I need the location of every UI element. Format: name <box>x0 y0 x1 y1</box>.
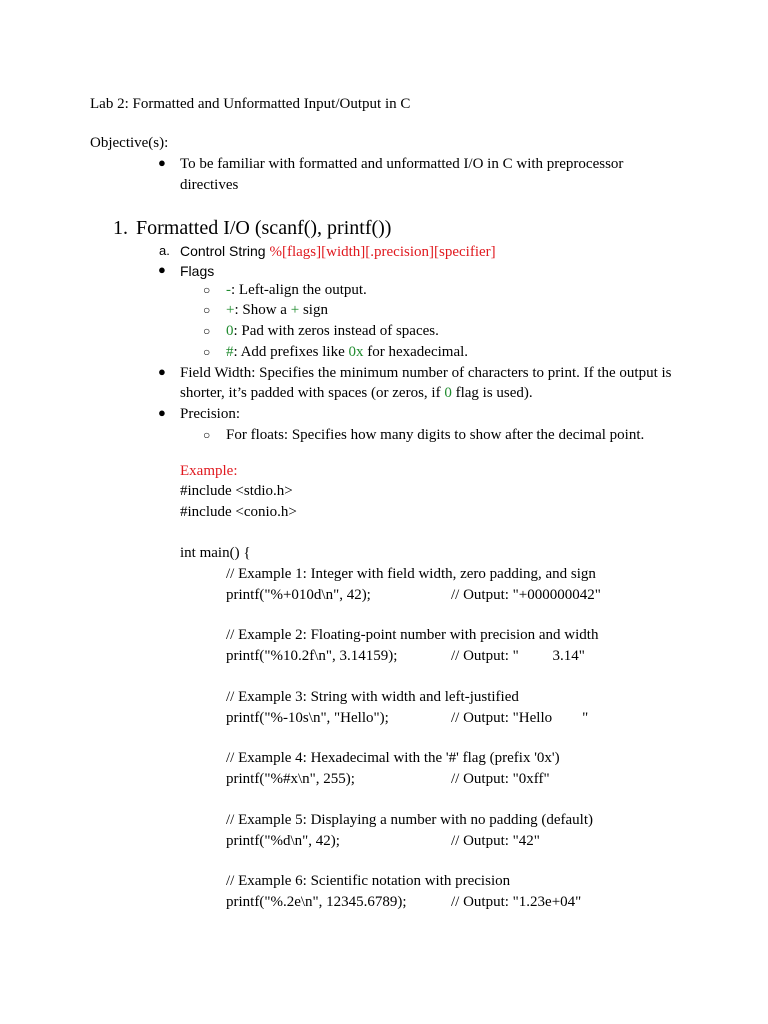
example-output: // Output: "0xff" <box>451 771 550 787</box>
control-string-label: Control String <box>180 243 270 259</box>
example-comment: // Example 1: Integer with field width, zero padding, and sign <box>226 566 596 582</box>
flag-item <box>226 321 439 341</box>
example-comment: // Example 6: Scientific notation with precision <box>226 873 511 889</box>
main-function-line: int main() { <box>180 545 251 561</box>
hollow-bullet-icon: ○ <box>203 345 211 359</box>
bullet-icon: ● <box>158 155 166 170</box>
include-line: #include <conio.h> <box>180 504 297 520</box>
example-output: // Output: "42" <box>451 833 540 849</box>
bullet-icon: ● <box>158 364 166 379</box>
example-code: printf("%+010d\n", 42); <box>226 587 371 603</box>
flag-text: : Add prefixes like <box>233 344 349 360</box>
flag-text: : Show a <box>234 302 291 318</box>
field-width-line1: Field Width: Specifies the minimum number of characters to print. If the output is <box>180 365 672 381</box>
precision-item: For floats: Specifies how many digits to show after the decimal point. <box>226 427 645 443</box>
example-code: printf("%10.2f\n", 3.14159); <box>226 648 398 664</box>
flag-text-end: sign <box>299 302 328 318</box>
example-label: Example: <box>180 463 238 479</box>
flag-item <box>226 342 468 362</box>
flag-text: : Pad with zeros instead of spaces. <box>233 323 439 339</box>
flag-highlight: 0x <box>348 344 364 360</box>
flags-label: Flags <box>180 263 215 279</box>
hollow-bullet-icon: ○ <box>203 303 211 317</box>
flag-symbol: + <box>226 302 235 318</box>
control-string-line <box>180 241 496 262</box>
document-title: Lab 2: Formatted and Unformatted Input/Output in C <box>90 96 411 112</box>
example-code: printf("%-10s\n", "Hello"); <box>226 710 389 726</box>
flag-text: : Left-align the output. <box>231 282 367 298</box>
objective-text-line1: To be familiar with formatted and unformatted I/O in C with preprocessor <box>180 156 624 172</box>
section-title: Formatted I/O (scanf(), printf()) <box>136 217 392 239</box>
hollow-bullet-icon: ○ <box>203 324 211 338</box>
flag-symbol: 0 <box>226 323 234 339</box>
control-string-marker: a. <box>159 243 170 258</box>
section-number: 1. <box>113 217 128 239</box>
objective-label: Objective(s): <box>90 135 169 151</box>
example-comment: // Example 5: Displaying a number with no padding (default) <box>226 812 594 828</box>
flag-text-end: for hexadecimal. <box>363 344 469 360</box>
include-line: #include <stdio.h> <box>180 483 293 499</box>
flag-symbol: # <box>226 344 234 360</box>
hollow-bullet-icon: ○ <box>203 283 211 297</box>
objective-text-line2: directives <box>180 177 239 193</box>
flag-highlight: + <box>290 302 300 318</box>
example-output: // Output: "1.23e+04" <box>451 894 582 910</box>
example-code: printf("%#x\n", 255); <box>226 771 355 787</box>
example-output: // Output: "Hello " <box>451 710 589 726</box>
example-comment: // Example 4: Hexadecimal with the '#' flag (prefix '0x') <box>226 750 560 766</box>
precision-label: Precision: <box>180 406 240 422</box>
field-width-line2 <box>180 383 533 403</box>
bullet-icon: ● <box>158 262 166 277</box>
hollow-bullet-icon: ○ <box>203 428 211 442</box>
example-code: printf("%.2e\n", 12345.6789); <box>226 894 407 910</box>
flag-item <box>226 280 367 300</box>
bullet-icon: ● <box>158 405 166 420</box>
flag-symbol: - <box>226 282 231 298</box>
example-comment: // Example 2: Floating-point number with precision and width <box>226 627 599 643</box>
field-width-highlight: 0 <box>444 385 452 401</box>
control-string-spec: %[flags][width][.precision][specifier] <box>269 244 496 260</box>
field-width-text: shorter, it’s padded with spaces (or zeros, if <box>180 385 445 401</box>
example-comment: // Example 3: String with width and left-justified <box>226 689 519 705</box>
example-code: printf("%d\n", 42); <box>226 833 340 849</box>
field-width-text-end: flag is used). <box>451 385 533 401</box>
example-output: // Output: "+000000042" <box>451 587 601 603</box>
example-output: // Output: " 3.14" <box>451 648 585 664</box>
flag-item <box>226 300 328 320</box>
